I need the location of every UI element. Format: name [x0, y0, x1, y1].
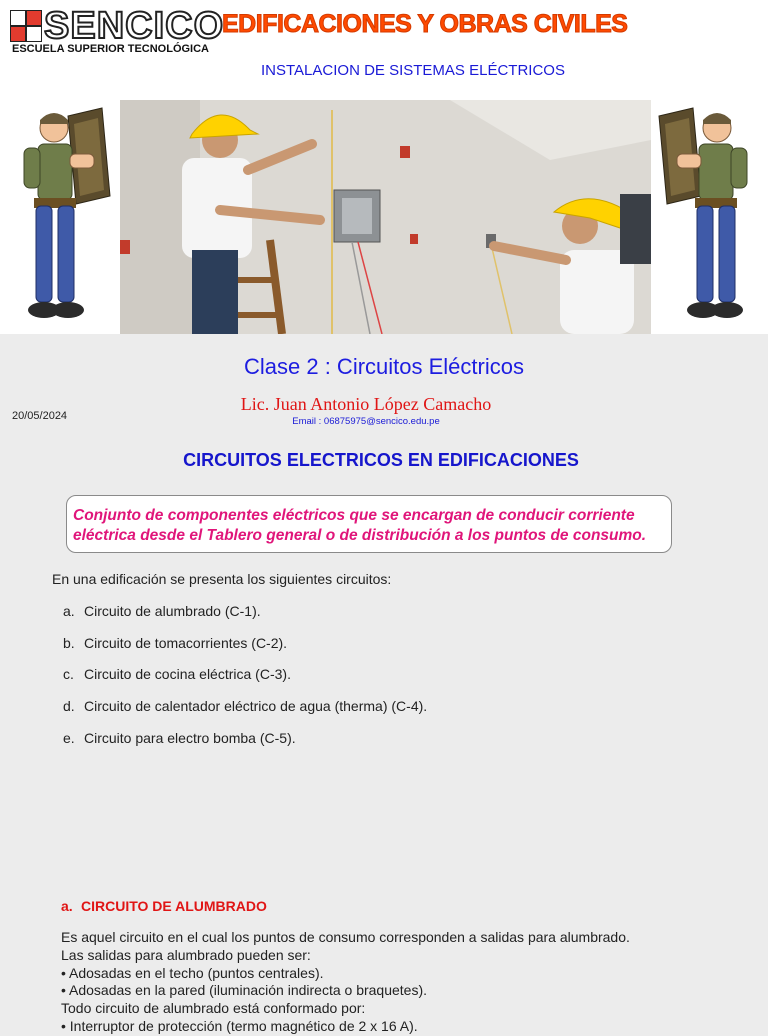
definition-line-1: Conjunto de componentes eléctricos que se encargan de conducir corriente	[73, 507, 635, 524]
cartoon-electrician-left-image	[6, 104, 118, 334]
list-item	[63, 666, 427, 698]
section-title: CIRCUITOS ELECTRICOS EN EDIFICACIONES	[183, 450, 579, 470]
list-item	[63, 603, 427, 635]
list-marker: e.	[63, 729, 75, 746]
slide-header	[0, 0, 768, 100]
subsection-title: CIRCUITO DE ALUMBRADO	[81, 898, 267, 914]
header-title: EDIFICACIONES Y OBRAS CIVILES	[222, 10, 628, 38]
list-item	[63, 635, 427, 667]
paragraph-line: • Adosadas en la pared (iluminación indirecta o braquetes).	[61, 982, 428, 999]
class-title: Clase 2 : Circuitos Eléctricos	[244, 354, 524, 379]
logo-emblem-icon	[10, 10, 44, 44]
cartoon-electrician-right-image	[655, 104, 767, 334]
definition-box	[66, 495, 672, 553]
sencico-logo	[10, 5, 225, 58]
paragraph-line: Todo circuito de alumbrado está conformado por:	[61, 1000, 366, 1017]
list-item	[63, 730, 427, 762]
list-item-text: Circuito de cocina eléctrica (C-3).	[84, 666, 291, 683]
list-item-text: Circuito de calentador eléctrico de agua (therma) (C-4).	[84, 698, 428, 715]
circuits-intro: En una edificación se presenta los siguientes circuitos:	[52, 571, 392, 587]
list-marker: b.	[63, 634, 75, 651]
electricians-photo	[120, 100, 651, 334]
subsection-heading	[61, 898, 267, 914]
paragraph-line: Es aquel circuito en el cual los puntos de consumo corresponden a salidas para alumbrado.	[61, 929, 630, 945]
logo-subtitle: ESCUELA SUPERIOR TECNOLÓGICA	[12, 43, 209, 55]
paragraph-line: • Adosadas en el techo (puntos centrales).	[61, 964, 324, 981]
banner	[0, 100, 768, 334]
author-name: Lic. Juan Antonio López Camacho	[240, 394, 492, 414]
paragraph-line: • Interruptor de protección (termo magnético de 2 x 16 A).	[61, 1017, 418, 1034]
list-item-text: Circuito de alumbrado (C-1).	[84, 603, 261, 619]
subsection-marker: a.	[61, 898, 73, 914]
definition-line-2: eléctrica desde el Tablero general o de distribución a los puntos de consumo.	[73, 527, 647, 544]
header-subtitle: INSTALACION DE SISTEMAS ELÉCTRICOS	[261, 62, 565, 79]
slide-date: 20/05/2024	[12, 410, 68, 422]
subsection-paragraph	[61, 929, 761, 1036]
circuit-list	[63, 603, 427, 761]
list-item-text: Circuito para electro bomba (C-5).	[84, 729, 296, 746]
list-item-text: Circuito de tomacorrientes (C-2).	[84, 634, 288, 651]
list-item	[63, 698, 427, 730]
paragraph-line: Las salidas para alumbrado pueden ser:	[61, 946, 311, 963]
logo-word: SENCICO	[44, 5, 225, 47]
author-email: Email : 06875975@sencico.edu.pe	[292, 416, 440, 427]
list-marker: a.	[63, 603, 75, 619]
list-marker: d.	[63, 698, 75, 715]
list-marker: c.	[63, 666, 74, 683]
